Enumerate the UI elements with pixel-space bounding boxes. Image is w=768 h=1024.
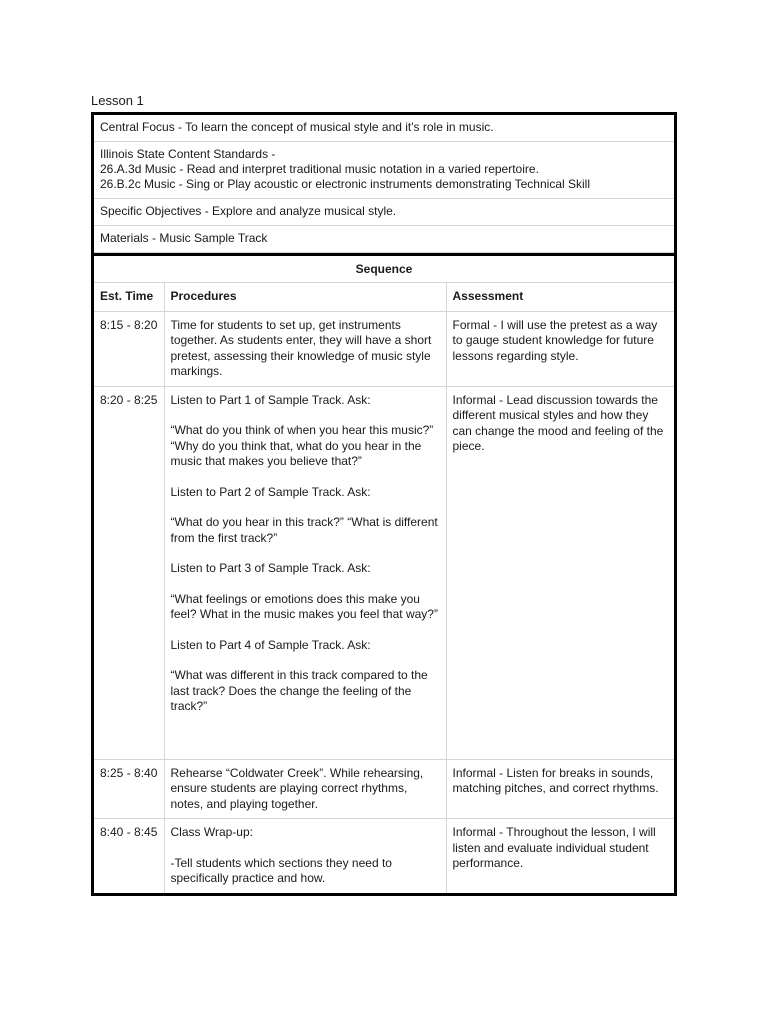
materials-row <box>94 226 674 253</box>
row-assessment: Informal - Throughout the lesson, I will listen and evaluate individual student performance. <box>446 819 674 893</box>
lesson-title: Lesson 1 <box>91 93 144 108</box>
sequence-title: Sequence <box>94 256 674 283</box>
specific-objectives-row <box>94 199 674 226</box>
row-time: 8:20 - 8:25 <box>100 392 158 407</box>
procedure-text: “What was different in this track compared to the last track? Does the change the feeling of the track?” <box>170 668 428 713</box>
materials-text: Materials - Music Sample Track <box>100 231 268 245</box>
row-time: 8:40 - 8:45 <box>100 825 158 839</box>
col-header-procedures: Procedures <box>164 283 446 311</box>
sequence-section <box>94 253 674 893</box>
row-assessment: Informal - Listen for breaks in sounds, matching pitches, and correct rhythms. <box>446 759 674 819</box>
sequence-header-row <box>94 283 674 311</box>
central-focus-text: Central Focus - To learn the concept of musical style and it's role in music. <box>100 120 494 134</box>
standard-26b2c: 26.B.2c Music - Sing or Play acoustic or electronic instruments demonstrating Technical Skill <box>100 177 590 191</box>
row-procedures <box>164 311 446 386</box>
row-time: 8:15 - 8:20 <box>100 317 158 332</box>
col-header-assessment: Assessment <box>446 283 674 311</box>
table-row <box>94 819 674 893</box>
row-procedures <box>164 386 446 759</box>
row-procedures <box>164 759 446 819</box>
procedure-text: “What do you think of when you hear this music?” “Why do you think that, what do you hear in the music that makes you believe that?” <box>170 423 434 468</box>
procedure-text: Listen to Part 4 of Sample Track. Ask: <box>170 637 371 652</box>
row-assessment: Informal - Lead discussion towards the different musical styles and how they can change the mood and feeling of the piece. <box>446 386 674 759</box>
table-row <box>94 759 674 819</box>
specific-objectives-text: Specific Objectives - Explore and analyze musical style. <box>100 204 397 218</box>
procedure-text: “What do you hear in this track?” “What is different from the first track?” <box>170 515 438 545</box>
procedure-text: Listen to Part 3 of Sample Track. Ask: <box>170 561 371 575</box>
standard-26a3d: 26.A.3d Music - Read and interpret traditional music notation in a varied repertoire. <box>100 162 539 176</box>
procedure-text: Listen to Part 1 of Sample Track. Ask: <box>170 392 371 407</box>
table-row <box>94 311 674 386</box>
sequence-table <box>94 283 674 893</box>
col-header-time: Est. Time <box>100 289 154 303</box>
standards-heading: Illinois State Content Standards - <box>100 147 276 161</box>
procedure-text: Class Wrap-up: <box>170 825 253 839</box>
procedure-text: Listen to Part 2 of Sample Track. Ask: <box>170 484 371 499</box>
central-focus-row <box>94 115 674 142</box>
content-standards-row <box>94 142 674 199</box>
table-row <box>94 386 674 759</box>
procedure-text: Time for students to set up, get instruments together. As students enter, they will have a short pretest, assessing their knowledge of music style markings. <box>170 317 432 378</box>
row-procedures <box>164 819 446 893</box>
row-assessment: Formal - I will use the pretest as a way to gauge student knowledge for future lessons regarding style. <box>446 311 674 386</box>
procedure-text: -Tell students which sections they need to specifically practice and how. <box>170 855 392 885</box>
procedure-text: “What feelings or emotions does this make you feel? What in the music makes you feel that way?” <box>170 591 438 621</box>
procedure-text: Rehearse “Coldwater Creek”. While rehearsing, ensure students are playing correct rhythms, notes, and playing together. <box>170 765 424 811</box>
lesson-plan-table <box>91 112 677 896</box>
row-time: 8:25 - 8:40 <box>100 765 158 780</box>
